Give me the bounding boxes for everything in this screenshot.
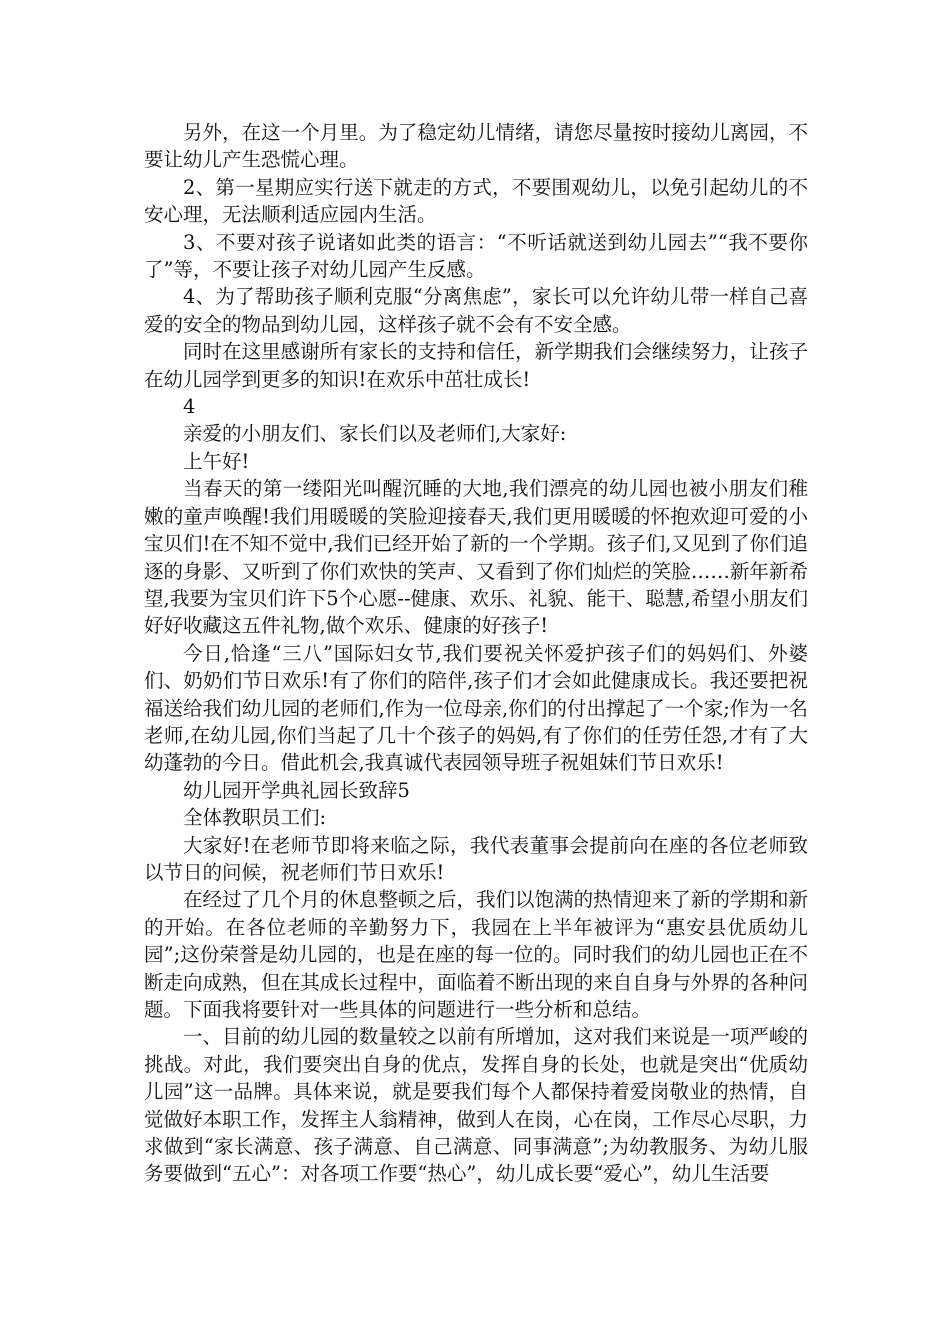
paragraph: 大家好!在老师节即将来临之际，我代表董事会提前向在座的各位老师致以节日的问候，祝老师们节日欢乐!: [144, 833, 808, 884]
paragraph: 另外，在这一个月里。为了稳定幼儿情绪，请您尽量按时接幼儿离园，不要让幼儿产生恐慌心理。: [144, 121, 808, 172]
section-title: 幼儿园开学典礼园长致辞5: [183, 778, 410, 802]
paragraph: 一、目前的幼儿园的数量较之以前有所增加，这对我们来说是一项严峻的挑战。对此，我们要突出自身的优点，发挥自身的长处，也就是突出“优质幼儿园”这一品牌。具体来说，就是要我们每个人都保持着爱岗敬业的热情，自觉做好本职工作，发挥主人翁精神，做到人在岗，心在岗，工作尽心尽职，力求做到“家长满意、孩子满意、自己满意、同事满意”;为幼教服务、为幼儿服务要做到“五心”：对各项工作要“热心”，幼儿成长要“爱心”，幼儿生活要: [144, 1025, 808, 1186]
greeting: 全体教职员工们:: [183, 806, 327, 830]
paragraph: 当春天的第一缕阳光叫醒沉睡的大地,我们漂亮的幼儿园也被小朋友们稚嫩的童声唤醒!我们用暖暖的笑脸迎接春天,我们更用暖暖的怀抱欢迎可爱的小宝贝们!在不知不觉中,我们已经开始了新的一个学期。孩子们,又见到了你们追逐的身影、又听到了你们欢快的笑声、又看到了你们灿烂的笑脸……新年新希望,我要为宝贝们许下5个心愿--健康、欢乐、礼貌、能干、聪慧,希望小朋友们好好收藏这五件礼物,做个欢乐、健康的好孩子!: [144, 477, 808, 638]
paragraph: 今日,恰逢“三八”国际妇女节,我们要祝关怀爱护孩子们的妈妈们、外婆们、奶奶们节日欢乐!有了你们的陪伴,孩子们才会如此健康成长。我还要把祝福送给我们幼儿园的老师们,作为一位母亲,你们的付出撑起了一个家;作为一名老师,在幼儿园,你们当起了几十个孩子的妈妈,有了你们的任劳任怨,才有了大幼蓬勃的今日。借此机会,我真诚代表园领导班子祝姐妹们节日欢乐!: [144, 641, 808, 775]
paragraph: 同时在这里感谢所有家长的支持和信任，新学期我们会继续努力，让孩子在幼儿园学到更多的知识!在欢乐中茁壮成长!: [144, 340, 808, 391]
paragraph: 4、为了帮助孩子顺利克服“分离焦虑”，家长可以允许幼儿带一样自己喜爱的安全的物品到幼儿园，这样孩子就不会有不安全感。: [144, 285, 808, 336]
paragraph: 2、第一星期应实行送下就走的方式，不要围观幼儿，以免引起幼儿的不安心理，无法顺利适应园内生活。: [144, 175, 808, 227]
paragraph: 3、不要对孩子说诸如此类的语言：“不听话就送到幼儿园去”“我不要你了”等，不要让孩子对幼儿园产生反感。: [144, 230, 808, 282]
greeting: 亲爱的小朋友们、家长们以及老师们,大家好:: [183, 422, 567, 446]
greeting: 上午好!: [183, 449, 250, 473]
document-page: [144, 119, 808, 1188]
paragraph: 在经过了几个月的休息整顿之后，我们以饱满的热情迎来了新的学期和新的开始。在各位老师的辛勤努力下，我园在上半年被评为“惠安县优质幼儿园”;这份荣誉是幼儿园的，也是在座的每一位的。同时我们的幼儿园也正在不断走向成熟，但在其成长过程中，面临着不断出现的来自自身与外界的各种问题。下面我将要针对一些具体的问题进行一些分析和总结。: [144, 888, 808, 1021]
section-number: 4: [183, 395, 196, 419]
